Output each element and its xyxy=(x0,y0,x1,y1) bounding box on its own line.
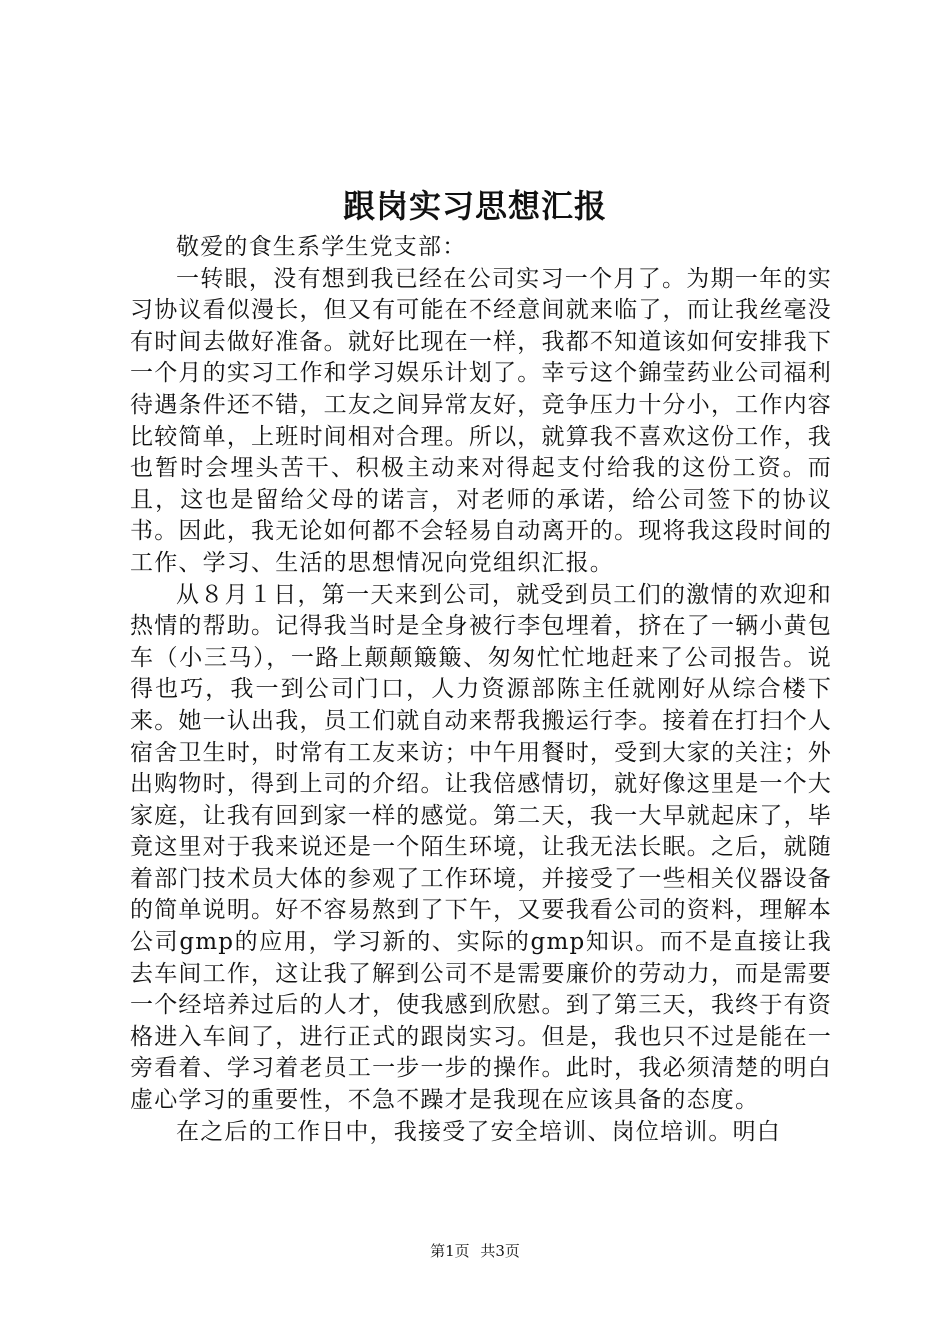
paragraph: 从８月１日，第一天来到公司，就受到员工们的激情的欢迎和热情的帮助。记得我当时是全身被行李包埋着，挤在了一辆小黄包车（小三马），一路上颠颠簸簸、匆匆忙忙地赶来了公司报告。说得也巧，我一到公司门口，人力资源部陈主任就刚好从综合楼下来。她一认出我，员工们就自动来帮我搬运行李。接着在打扫个人宿舍卫生时，时常有工友来访；中午用餐时，受到大家的关注；外出购物时，得到上司的介绍。让我倍感情切，就好像这里是一个大家庭，让我有回到家一样的感觉。第二天，我一大早就起床了，毕竟这里对于我来说还是一个陌生环境，让我无法长眠。之后，就随着部门技术员大体的参观了工作环境，并接受了一些相关仪器设备的简单说明。好不容易熬到了下午，又要我看公司的资料，理解本公司gmp的应用，学习新的、实际的gmp知识。而不是直接让我去车间工作，这让我了解到公司不是需要廉价的劳动力，而是需要一个经培养过后的人才，使我感到欣慰。到了第三天，我终于有资格进入车间了，进行正式的跟岗实习。但是，我也只不过是能在一旁看着、学习着老员工一步一步的操作。此时，我必须清楚的明白虚心学习的重要性，不急不躁才是我现在应该具备的态度。 xyxy=(130,581,832,1114)
document-body xyxy=(130,232,832,1148)
paragraph: 在之后的工作日中，我接受了安全培训、岗位培训。明白 xyxy=(176,1118,781,1145)
page-number: 第1页 xyxy=(430,1242,470,1260)
paragraph: 一转眼，没有想到我已经在公司实习一个月了。为期一年的实习协议看似漫长，但又有可能在不经意间就来临了，而让我丝毫没有时间去做好准备。就好比现在一样，我都不知道该如何安排我下一个月的实习工作和学习娱乐计划了。幸亏这个錦莹药业公司福利待遇条件还不错，工友之间异常友好，竞争压力十分小，工作内容比较简单，上班时间相对合理。所以，就算我不喜欢这份工作，我也暂时会埋头苦干、积极主动来对得起支付给我的这份工资。而且，这也是留给父母的诺言，对老师的承诺，给公司签下的协议书。因此，我无论如何都不会轻易自动离开的。现将我这段时间的工作、学习、生活的思想情况向党组织汇报。 xyxy=(130,265,832,576)
page-footer xyxy=(0,1240,950,1262)
document-title: 跟岗实习思想汇报 xyxy=(342,187,607,225)
page-total: 共3页 xyxy=(480,1242,520,1260)
salutation: 敬爱的食生系学生党支部： xyxy=(176,234,467,260)
